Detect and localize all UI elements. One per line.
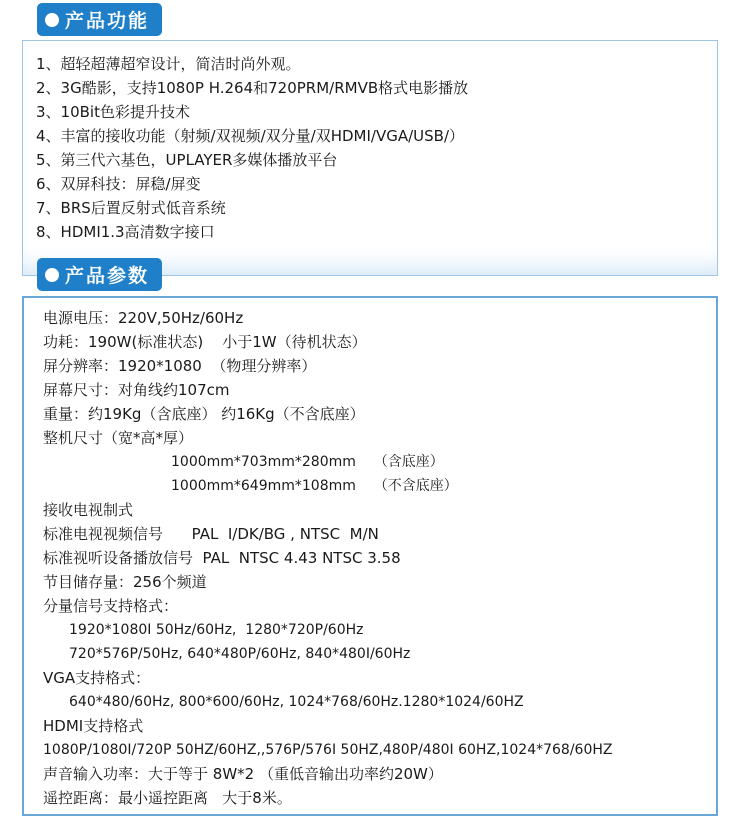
feature-item: 6、双屏科技：屏稳/屏变	[36, 175, 201, 193]
param-line: VGA支持格式：	[43, 669, 151, 687]
params-section-title	[37, 258, 162, 291]
param-line: 1000mm*703mm*280mm （含底座）	[171, 454, 444, 470]
param-line: 功耗：190W(标准状态) 小于1W（待机状态）	[43, 333, 367, 351]
bullet-dot-icon	[45, 268, 59, 282]
feature-item: 3、10Bit色彩提升技术	[36, 103, 190, 121]
feature-item: 4、丰富的接收功能（射频/双视频/双分量/双HDMI/VGA/USB/）	[36, 127, 465, 145]
param-line: 1080P/1080I/720P 50HZ/60HZ,,576P/576I 50HZ,480P/480I 60HZ,1024*768/60HZ	[43, 742, 613, 758]
param-line: 标准电视视频信号 PAL I/DK/BG , NTSC M/N	[43, 525, 379, 543]
params-title-text: 产品参数	[65, 265, 150, 287]
features-title-text: 产品功能	[65, 10, 150, 32]
feature-item: 5、第三代六基色，UPLAYER多媒体播放平台	[36, 151, 338, 169]
param-line: HDMI支持格式	[43, 717, 144, 735]
param-line: 1000mm*649mm*108mm （不含底座）	[171, 478, 458, 494]
param-line: 屏幕尺寸：对角线约107cm	[43, 381, 230, 399]
param-line: 720*576P/50Hz, 640*480P/60Hz, 840*480I/60Hz	[69, 646, 411, 662]
feature-item: 7、BRS后置反射式低音系统	[36, 199, 226, 217]
param-line: 640*480/60Hz, 800*600/60Hz, 1024*768/60Hz.1280*1024/60HZ	[69, 694, 524, 710]
param-line: 节目储存量：256个频道	[43, 573, 207, 591]
param-line: 分量信号支持格式：	[43, 597, 179, 615]
param-line: 整机尺寸（宽*高*厚）	[43, 429, 194, 447]
param-line: 电源电压：220V,50Hz/60Hz	[43, 309, 244, 327]
bullet-dot-icon	[45, 13, 59, 27]
param-line: 声音输入功率：大于等于 8W*2 （重低音输出功率约20W）	[43, 765, 443, 783]
param-line: 屏分辨率：1920*1080 （物理分辨率）	[43, 357, 317, 375]
feature-item: 1、超轻超薄超窄设计，简洁时尚外观。	[36, 55, 301, 73]
param-line: 遥控距离：最小遥控距离 大于8米。	[43, 789, 292, 807]
features-section-title	[37, 3, 162, 36]
feature-item: 8、HDMI1.3高清数字接口	[36, 223, 215, 241]
param-line: 标准视听设备播放信号 PAL NTSC 4.43 NTSC 3.58	[43, 549, 401, 567]
feature-item: 2、3G酷影，支持1080P H.264和720PRM/RMVB格式电影播放	[36, 79, 469, 97]
param-line: 1920*1080I 50Hz/60Hz, 1280*720P/60Hz	[69, 622, 364, 638]
param-line: 接收电视制式	[43, 501, 134, 519]
param-line: 重量：约19Kg（含底座） 约16Kg（不含底座）	[43, 405, 365, 423]
